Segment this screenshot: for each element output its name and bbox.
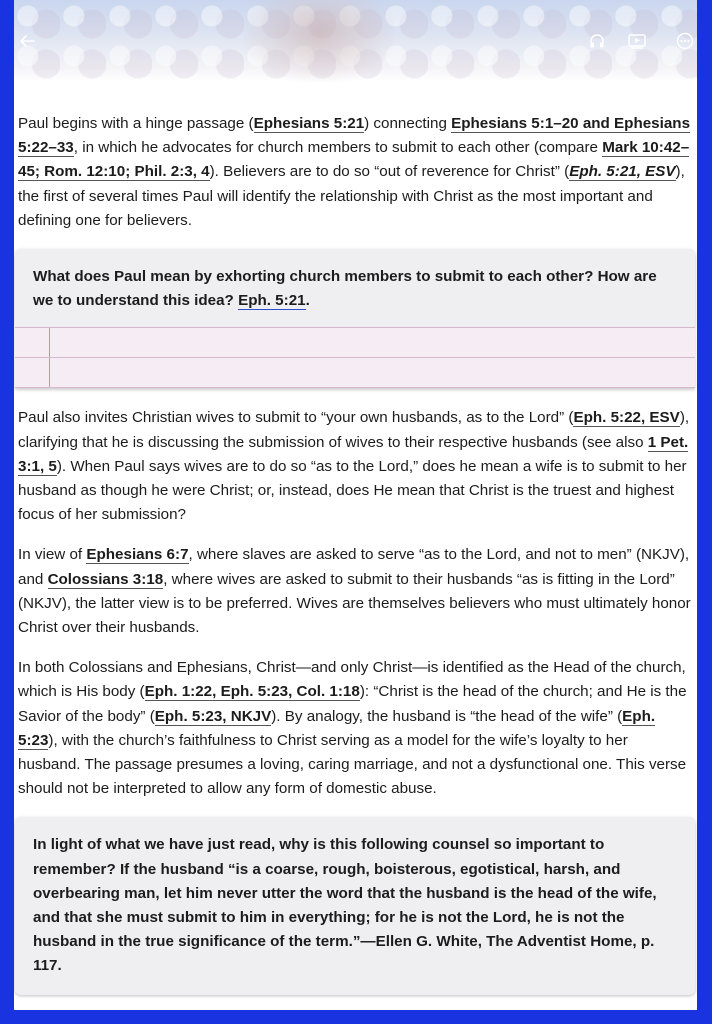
- text: , where slaves are asked to serve “as to the Lord, and not to men” (NKJV), and: [18, 546, 690, 588]
- bible-reference-link[interactable]: Eph. 5:21, ESV: [569, 163, 676, 181]
- note-line[interactable]: [15, 327, 695, 357]
- quote-question-box: [15, 817, 695, 994]
- text: ), with the church’s faithfulness to Christ serving as a model for the wife’s loyalty to her husband. The passage presumes a loving, caring marriage, and not a dysfunctional one. This verse should not be interpreted to allow any form of domestic abuse.: [18, 731, 687, 798]
- bible-reference-link[interactable]: Mark 10:42–45; Rom. 12:10; Phil. 2:3, 4: [18, 139, 690, 181]
- text: ). By analogy, the husband is “the head of the wife” (: [271, 707, 623, 725]
- arrow-left-icon[interactable]: [16, 30, 38, 52]
- bible-reference-link[interactable]: Eph. 5:23: [18, 707, 656, 749]
- more-icon[interactable]: [674, 30, 696, 52]
- text: , where wives are asked to submit to their husbands “as is fitting in the Lord” (NKJV), the latter view is to be preferred. Wives are themselves believers who must ultimately honor Christ over their husbands.: [18, 570, 691, 637]
- bible-reference-link[interactable]: Eph. 5:21: [238, 292, 306, 310]
- header-banner: [14, 0, 697, 82]
- text: ). Believers are to do so “out of reverence for Christ” (: [209, 163, 570, 181]
- question-text: .: [305, 292, 310, 310]
- paragraph-2: [18, 406, 692, 527]
- lesson-content: [18, 112, 692, 995]
- video-icon[interactable]: [626, 30, 648, 52]
- text: ), the first of several times Paul will identify the relationship with Christ as the most important and defining one for believers.: [18, 163, 685, 229]
- headphones-icon[interactable]: [586, 30, 608, 52]
- answer-notes-area[interactable]: [15, 327, 695, 388]
- bible-reference-link[interactable]: 1 Pet. 3:1, 5: [18, 433, 689, 475]
- lesson-page: [14, 0, 697, 1010]
- bible-reference-link[interactable]: Ephesians 5:21: [253, 115, 365, 132]
- question-text: In light of what we have just read, why is this following counsel so important to remember? If the husband “is a coarse, rough, boisterous, egotistical, harsh, and overbearing man, let him never utter the word that the husband is the head of the wife, and that she must submit to him in everything; for he is not the Lord, he is not the husband in the true significance of the term.”—Ellen G. White, The Adventist Home, p. 117.: [33, 836, 657, 975]
- bible-reference-link[interactable]: Ephesians 5:1–20 and Ephesians 5:22–33: [18, 115, 691, 157]
- question-box: [15, 249, 695, 327]
- text: , in which he advocates for church members to submit to each other (compare: [73, 139, 603, 157]
- text: ): “Christ is the head of the church; and He is the Savior of the body” (: [18, 683, 687, 725]
- note-line[interactable]: [15, 357, 695, 388]
- banner-image: [244, 0, 394, 82]
- paragraph-4: [18, 656, 692, 801]
- bible-reference-link[interactable]: Colossians 3:18: [47, 570, 164, 588]
- text: In view of: [18, 546, 87, 564]
- text: In both Colossians and Ephesians, Christ—and only Christ—is identified as the Head of the church, which is His body (: [18, 659, 686, 701]
- text: ). When Paul says wives are to do so “as to the Lord,” does he mean a wife is to submit to her husband as though he were Christ; or, instead, does He mean that Christ is the truest and highest focus of her submission?: [18, 457, 687, 524]
- bible-reference-link[interactable]: Eph. 5:23, NKJV: [154, 707, 272, 725]
- bible-reference-link[interactable]: Ephesians 6:7: [86, 546, 189, 564]
- paragraph-3: [18, 543, 692, 640]
- paragraph-1: [18, 112, 692, 233]
- bible-reference-link[interactable]: Eph. 5:22, ESV: [573, 409, 680, 427]
- bible-reference-link[interactable]: Eph. 1:22, Eph. 5:23, Col. 1:18: [144, 683, 360, 701]
- text: Paul also invites Christian wives to submit to “your own husbands, as to the Lord” (: [18, 409, 574, 427]
- text: ), clarifying that he is discussing the submission of wives to their respective husbands (see also: [18, 409, 690, 451]
- text: ) connecting: [364, 115, 452, 132]
- question-text: What does Paul mean by exhorting church members to submit to each other? How are we to understand this idea?: [33, 268, 657, 310]
- text: Paul begins with a hinge passage (: [18, 115, 254, 132]
